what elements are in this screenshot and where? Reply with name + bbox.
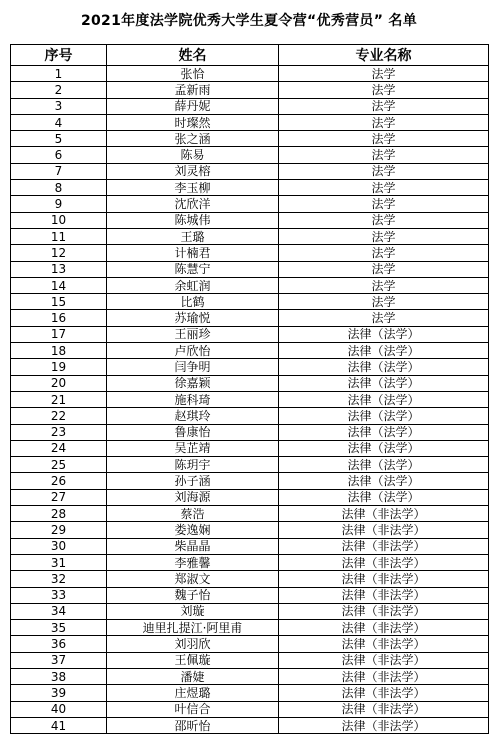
cell-no: 17: [11, 326, 107, 342]
cell-name: 时璨然: [107, 114, 279, 130]
table-row: [11, 326, 489, 342]
table-row: [11, 506, 489, 522]
cell-name: 施科琦: [107, 391, 279, 407]
table-row: [11, 131, 489, 147]
table-row: [11, 685, 489, 701]
cell-no: 40: [11, 701, 107, 717]
cell-name: 郑淑文: [107, 571, 279, 587]
cell-major: 法学: [279, 180, 489, 196]
cell-name: 陈城伟: [107, 212, 279, 228]
cell-name: 邵昕怡: [107, 717, 279, 733]
cell-name: 叶信合: [107, 701, 279, 717]
cell-name: 余虹润: [107, 277, 279, 293]
table-row: [11, 701, 489, 717]
cell-major: 法律（非法学）: [279, 636, 489, 652]
cell-name: 王佩璇: [107, 652, 279, 668]
cell-no: 23: [11, 424, 107, 440]
cell-name: 张恰: [107, 66, 279, 82]
cell-no: 33: [11, 587, 107, 603]
table-row: [11, 147, 489, 163]
cell-no: 26: [11, 473, 107, 489]
cell-no: 34: [11, 603, 107, 619]
cell-major: 法学: [279, 245, 489, 261]
table-row: [11, 717, 489, 733]
cell-major: 法学: [279, 261, 489, 277]
cell-major: 法学: [279, 163, 489, 179]
cell-name: 刘海源: [107, 489, 279, 505]
cell-no: 9: [11, 196, 107, 212]
table-row: [11, 196, 489, 212]
cell-name: 李玉柳: [107, 180, 279, 196]
cell-name: 刘璇: [107, 603, 279, 619]
cell-major: 法学: [279, 82, 489, 98]
cell-name: 比鹤: [107, 294, 279, 310]
cell-no: 21: [11, 391, 107, 407]
cell-no: 36: [11, 636, 107, 652]
cell-no: 15: [11, 294, 107, 310]
cell-major: 法律（非法学）: [279, 701, 489, 717]
table-row: [11, 522, 489, 538]
cell-name: 闫争明: [107, 359, 279, 375]
cell-name: 庄煜璐: [107, 685, 279, 701]
cell-no: 6: [11, 147, 107, 163]
table-row: [11, 114, 489, 130]
cell-no: 3: [11, 98, 107, 114]
cell-no: 22: [11, 408, 107, 424]
honor-roster-table: [10, 44, 489, 734]
cell-major: 法学: [279, 131, 489, 147]
cell-no: 12: [11, 245, 107, 261]
cell-no: 25: [11, 457, 107, 473]
cell-no: 35: [11, 620, 107, 636]
cell-name: 刘灵榕: [107, 163, 279, 179]
cell-name: 孟新雨: [107, 82, 279, 98]
cell-no: 38: [11, 668, 107, 684]
cell-name: 陈玥宇: [107, 457, 279, 473]
cell-major: 法学: [279, 196, 489, 212]
column-header-name: 姓名: [107, 45, 279, 66]
table-row: [11, 473, 489, 489]
column-header-no: 序号: [11, 45, 107, 66]
table-row: [11, 408, 489, 424]
cell-major: 法学: [279, 147, 489, 163]
cell-name: 徐嘉颖: [107, 375, 279, 391]
table-row: [11, 180, 489, 196]
table-row: [11, 620, 489, 636]
table-row: [11, 245, 489, 261]
cell-no: 27: [11, 489, 107, 505]
cell-major: 法律（法学）: [279, 440, 489, 456]
table-row: [11, 554, 489, 570]
cell-name: 赵琪玲: [107, 408, 279, 424]
cell-major: 法学: [279, 228, 489, 244]
cell-name: 魏子怡: [107, 587, 279, 603]
cell-major: 法律（法学）: [279, 326, 489, 342]
cell-no: 41: [11, 717, 107, 733]
cell-no: 31: [11, 554, 107, 570]
cell-no: 11: [11, 228, 107, 244]
table-row: [11, 343, 489, 359]
cell-no: 20: [11, 375, 107, 391]
cell-no: 19: [11, 359, 107, 375]
cell-major: 法律（法学）: [279, 359, 489, 375]
cell-no: 8: [11, 180, 107, 196]
cell-name: 蔡浩: [107, 506, 279, 522]
table-row: [11, 489, 489, 505]
table-row: [11, 391, 489, 407]
cell-no: 4: [11, 114, 107, 130]
table-row: [11, 359, 489, 375]
cell-name: 刘羽欣: [107, 636, 279, 652]
cell-no: 16: [11, 310, 107, 326]
cell-major: 法律（法学）: [279, 457, 489, 473]
column-header-major: 专业名称: [279, 45, 489, 66]
cell-major: 法律（非法学）: [279, 603, 489, 619]
document-title: 2021年度法学院优秀大学生夏令营“优秀营员” 名单: [80, 13, 418, 29]
cell-name: 卢欣怡: [107, 343, 279, 359]
table-row: [11, 668, 489, 684]
cell-name: 吴芷靖: [107, 440, 279, 456]
table-row: [11, 424, 489, 440]
cell-name: 计楠君: [107, 245, 279, 261]
cell-major: 法学: [279, 212, 489, 228]
cell-name: 张之涵: [107, 131, 279, 147]
table-row: [11, 587, 489, 603]
table-row: [11, 636, 489, 652]
table-row: [11, 440, 489, 456]
cell-name: 苏瑜悦: [107, 310, 279, 326]
table-row: [11, 98, 489, 114]
cell-no: 32: [11, 571, 107, 587]
cell-no: 14: [11, 277, 107, 293]
table-body: [11, 66, 489, 734]
table-row: [11, 603, 489, 619]
cell-no: 5: [11, 131, 107, 147]
cell-name: 鲁康怡: [107, 424, 279, 440]
cell-major: 法律（非法学）: [279, 652, 489, 668]
cell-major: 法律（非法学）: [279, 522, 489, 538]
cell-major: 法律（法学）: [279, 343, 489, 359]
cell-no: 10: [11, 212, 107, 228]
table-row: [11, 261, 489, 277]
table-row: [11, 212, 489, 228]
cell-name: 王璐: [107, 228, 279, 244]
cell-major: 法律（非法学）: [279, 554, 489, 570]
cell-major: 法律（法学）: [279, 375, 489, 391]
table-row: [11, 294, 489, 310]
cell-name: 孙子涵: [107, 473, 279, 489]
cell-name: 李雅馨: [107, 554, 279, 570]
cell-major: 法学: [279, 277, 489, 293]
table-row: [11, 538, 489, 554]
cell-major: 法学: [279, 66, 489, 82]
cell-name: 柴晶晶: [107, 538, 279, 554]
cell-major: 法律（非法学）: [279, 571, 489, 587]
cell-major: 法律（非法学）: [279, 620, 489, 636]
cell-name: 潘婕: [107, 668, 279, 684]
table-row: [11, 66, 489, 82]
cell-major: 法律（非法学）: [279, 587, 489, 603]
cell-no: 7: [11, 163, 107, 179]
cell-no: 28: [11, 506, 107, 522]
cell-major: 法律（法学）: [279, 424, 489, 440]
cell-name: 陈易: [107, 147, 279, 163]
cell-major: 法律（法学）: [279, 408, 489, 424]
cell-no: 39: [11, 685, 107, 701]
table-row: [11, 277, 489, 293]
cell-no: 24: [11, 440, 107, 456]
cell-major: 法律（法学）: [279, 473, 489, 489]
cell-name: 薛丹妮: [107, 98, 279, 114]
table-row: [11, 375, 489, 391]
cell-no: 13: [11, 261, 107, 277]
cell-major: 法律（法学）: [279, 391, 489, 407]
cell-no: 1: [11, 66, 107, 82]
table-row: [11, 163, 489, 179]
cell-no: 18: [11, 343, 107, 359]
cell-major: 法律（非法学）: [279, 717, 489, 733]
cell-name: 娄逸娴: [107, 522, 279, 538]
table-header-row: [11, 45, 489, 66]
table-row: [11, 310, 489, 326]
cell-no: 30: [11, 538, 107, 554]
cell-name: 迪里扎提江·阿里甫: [107, 620, 279, 636]
table-row: [11, 652, 489, 668]
cell-no: 29: [11, 522, 107, 538]
cell-no: 37: [11, 652, 107, 668]
cell-major: 法学: [279, 114, 489, 130]
cell-major: 法律（非法学）: [279, 685, 489, 701]
cell-major: 法律（非法学）: [279, 506, 489, 522]
cell-major: 法律（非法学）: [279, 668, 489, 684]
cell-major: 法律（非法学）: [279, 538, 489, 554]
cell-major: 法律（法学）: [279, 489, 489, 505]
table-row: [11, 82, 489, 98]
cell-major: 法学: [279, 310, 489, 326]
table-row: [11, 571, 489, 587]
cell-major: 法学: [279, 294, 489, 310]
cell-name: 沈欣洋: [107, 196, 279, 212]
cell-no: 2: [11, 82, 107, 98]
table-row: [11, 228, 489, 244]
cell-major: 法学: [279, 98, 489, 114]
table-row: [11, 457, 489, 473]
cell-name: 陈慧宁: [107, 261, 279, 277]
cell-name: 王丽珍: [107, 326, 279, 342]
